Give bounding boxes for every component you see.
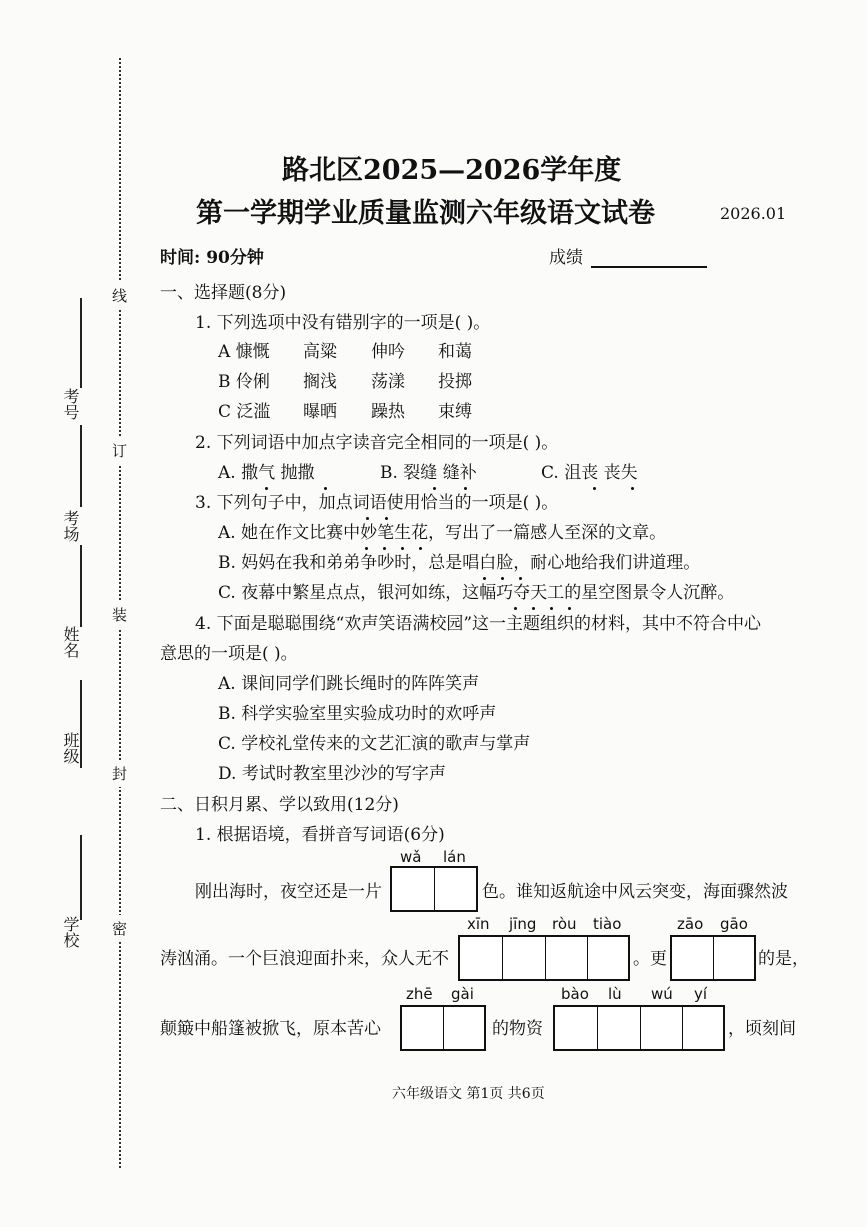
section1-heading: 一、选择题(8分) — [160, 283, 287, 303]
title-line1: 路北区2025—2026学年度 — [282, 155, 622, 186]
emphasis-dot — [366, 517, 369, 520]
emphasis-dot — [265, 487, 268, 490]
passage-line3-middle: 的物资 — [492, 1019, 543, 1039]
emphasis-dot — [593, 487, 596, 490]
class-blank[interactable] — [80, 680, 82, 768]
q2-option-b: B. 裂缝 缝补 — [380, 463, 477, 483]
name-label: 姓名 — [61, 626, 80, 658]
answer-box-divider — [434, 868, 435, 910]
answer-box-divider — [545, 937, 546, 979]
emphasis-dot — [401, 547, 404, 550]
emphasis-dot — [433, 487, 436, 490]
time-label: 时间: 90分钟 — [160, 248, 264, 268]
emphasis-dot — [631, 487, 634, 490]
answer-box-xin-jing-rou-tiao[interactable] — [458, 935, 630, 981]
pinyin-yi: yí — [694, 985, 708, 1003]
emphasis-dot — [365, 547, 368, 550]
exam-date: 2026.01 — [720, 204, 787, 223]
q4-stem-line1: 4. 下面是聪聪围绕“欢声笑语满校园”这一主题组织的材料，其中不符合中心 — [195, 614, 762, 634]
emphasis-dot — [419, 547, 422, 550]
pinyin-lu: lù — [608, 985, 622, 1003]
answer-box-zao-gao[interactable] — [670, 935, 756, 981]
emphasis-dot — [568, 607, 571, 610]
pinyin-gai: gài — [451, 985, 474, 1003]
pinyin-zao: zāo — [677, 915, 704, 933]
pinyin-wa: wǎ — [400, 848, 422, 866]
page-footer: 六年级语文 第1页 共6页 — [392, 1086, 545, 1102]
emphasis-dot — [464, 487, 467, 490]
q1-stem: 1. 下列选项中没有错别字的一项是( )。 — [195, 313, 491, 333]
binding-mark-zhuang: 装 — [112, 601, 127, 628]
section2-heading: 二、日积月累、学以致用(12分) — [160, 795, 399, 815]
pinyin-jing: jīng — [509, 915, 537, 933]
answer-box-divider — [597, 1007, 598, 1049]
class-label: 班级 — [61, 732, 80, 764]
q3-option-b: B. 妈妈在我和弟弟争吵时，总是唱白脸，耐心地给我们讲道理。 — [218, 553, 701, 573]
passage-line2-after: 的是， — [758, 949, 809, 969]
school-blank[interactable] — [80, 835, 82, 920]
emphasis-dot — [383, 547, 386, 550]
pinyin-rou: ròu — [552, 915, 577, 933]
passage-line3-before: 颠簸中船篷被掀飞，原本苦心 — [160, 1019, 381, 1039]
q4-option-d: D. 考试时教室里沙沙的写字声 — [218, 764, 446, 784]
passage-line3-after: ，顷刻间 — [728, 1019, 796, 1039]
exam-number-blank[interactable] — [80, 298, 82, 388]
answer-box-wa-lan[interactable] — [390, 866, 478, 912]
binding-mark-mi: 密 — [112, 915, 127, 942]
q4-option-b: B. 科学实验室里实验成功时的欢呼声 — [218, 704, 497, 724]
binding-mark-ding: 订 — [112, 437, 127, 464]
pinyin-tiao: tiào — [593, 915, 622, 933]
binding-mark-xian: 线 — [112, 282, 127, 309]
q2-option-c: C. 沮丧 丧失 — [541, 463, 638, 483]
q4-option-a: A. 课间同学们跳长绳时的阵阵笑声 — [218, 674, 480, 694]
emphasis-dot — [324, 487, 327, 490]
exam-number-label: 考号 — [61, 388, 80, 420]
answer-box-bao-lu-wu-yi[interactable] — [553, 1005, 725, 1051]
q4-stem-line2: 意思的一项是( )。 — [160, 644, 298, 664]
emphasis-dot — [501, 577, 504, 580]
emphasis-dot — [550, 607, 553, 610]
answer-box-divider — [682, 1007, 683, 1049]
s2-q1-stem: 1. 根据语境，看拼音写词语(6分) — [195, 825, 445, 845]
passage-line1-before: 刚出海时，夜空还是一片 — [195, 882, 382, 902]
pinyin-gao: gāo — [720, 915, 748, 933]
answer-box-divider — [640, 1007, 641, 1049]
pinyin-wu: wú — [651, 985, 673, 1003]
q3-option-c: C. 夜幕中繁星点点，银河如练，这幅巧夺天工的星空图景令人沉醉。 — [218, 583, 735, 603]
q3-option-a: A. 她在作文比赛中妙笔生花，写出了一篇感人至深的文章。 — [218, 523, 667, 543]
room-blank[interactable] — [80, 425, 82, 507]
answer-box-divider — [502, 937, 503, 979]
pinyin-lan: lán — [443, 848, 466, 866]
answer-box-divider — [443, 1007, 444, 1049]
pinyin-bao: bào — [561, 985, 589, 1003]
q4-option-c: C. 学校礼堂传来的文艺汇演的歌声与掌声 — [218, 734, 531, 754]
answer-box-zhe-gai[interactable] — [400, 1005, 486, 1051]
school-label: 学校 — [61, 916, 80, 948]
answer-box-divider — [713, 937, 714, 979]
title-line2: 第一学期学业质量监测六年级语文试卷 — [196, 198, 655, 229]
room-label: 考场 — [61, 510, 80, 542]
passage-line2-before: 涛汹涌。一个巨浪迎面扑来，众人无不 — [160, 949, 449, 969]
emphasis-dot — [532, 607, 535, 610]
q3-stem: 3. 下列句子中，加点词语使用恰当的一项是( )。 — [195, 493, 559, 513]
q2-option-a: A. 撒气 抛撒 — [218, 463, 315, 483]
emphasis-dot — [519, 577, 522, 580]
emphasis-dot — [514, 607, 517, 610]
pinyin-xin: xīn — [467, 915, 490, 933]
pinyin-zhe: zhē — [406, 985, 433, 1003]
binding-mark-feng: 封 — [112, 760, 127, 787]
answer-box-divider — [587, 937, 588, 979]
emphasis-dot — [483, 577, 486, 580]
emphasis-dot — [385, 517, 388, 520]
q2-stem: 2. 下列词语中加点字读音完全相同的一项是( )。 — [195, 433, 559, 453]
name-blank[interactable] — [80, 545, 82, 627]
score-label: 成绩 — [549, 248, 583, 268]
score-blank[interactable] — [591, 266, 707, 268]
passage-line1-after: 色。谁知返航途中风云突变，海面骤然波 — [482, 882, 788, 902]
passage-line2-middle: 。更 — [633, 949, 667, 969]
